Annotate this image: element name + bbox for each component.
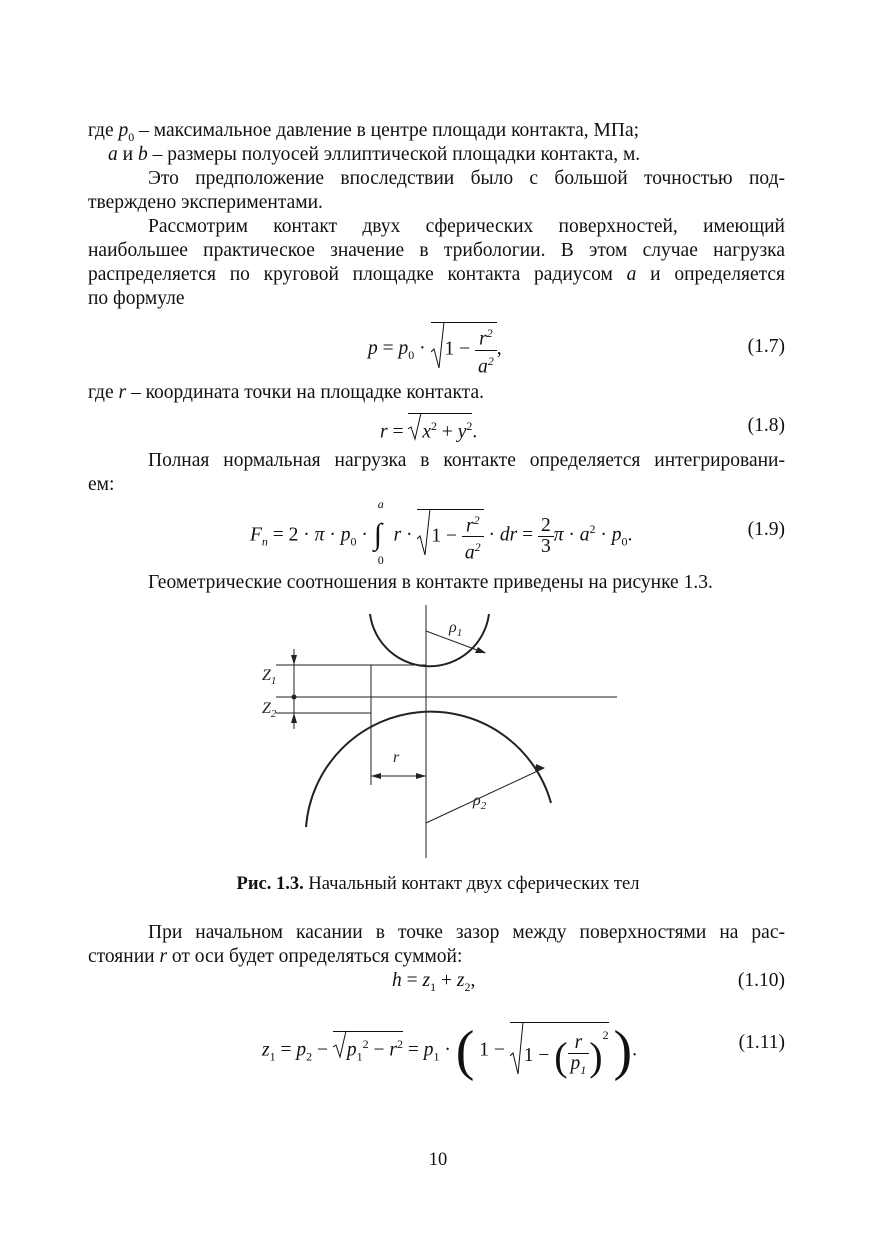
eq-symbol: π <box>314 524 325 546</box>
paragraph-line: тверждено экспериментами. <box>88 192 323 213</box>
paragraph-line: наибольшее практическое значение в трибологии. В этом случае нагрузка <box>88 240 785 261</box>
eq-op: + <box>436 970 457 991</box>
eq-symbol: p <box>398 337 409 359</box>
equation-1-9: $F_n = 2 \cdot \pi \cdot p_0$ · a ∫ 0 r · 1 − $\frac{r^2}{a^2}$ · dr = $\frac{2}{3}$ $\pi \cdot a^2 \cdot p_0$. <box>250 497 633 567</box>
var-r: r <box>159 946 168 967</box>
equation-number: (1.10) <box>737 970 785 991</box>
paragraph-line: Рассмотрим контакт двух сферических поверхностей, имеющий <box>148 216 785 237</box>
text: и определяется <box>636 264 785 285</box>
numerator: r <box>568 1033 590 1054</box>
sub: 0 <box>350 534 357 549</box>
sub: 1 <box>430 979 437 994</box>
text: – размеры полуосей эллиптической площадки контакта, м. <box>147 144 641 165</box>
eq-symbol: r <box>466 515 474 536</box>
sub: 1 <box>580 1062 587 1077</box>
var-b: b <box>137 144 148 165</box>
numerator: $r^2$ <box>475 323 497 351</box>
eq-op: = <box>402 1039 424 1061</box>
sub: 1 <box>433 1049 440 1064</box>
sub: 2 <box>464 979 471 994</box>
eq-symbol: z <box>422 970 431 991</box>
eq-symbol: p <box>423 1039 434 1061</box>
denominator: $a^2$ <box>464 540 481 564</box>
sqrt-sign <box>417 509 431 557</box>
eq-op: 1 − <box>523 1045 555 1066</box>
eq-op: · <box>563 524 580 546</box>
text: – координата точки на площадке контакта. <box>126 382 484 403</box>
eq-symbol: p <box>368 337 378 359</box>
eq-symbol: z <box>262 1039 270 1061</box>
arrowhead <box>416 773 426 779</box>
integral-lower: 0 <box>377 553 384 567</box>
sqrt-sign <box>510 1022 524 1076</box>
equation-number: (1.8) <box>747 415 785 436</box>
right-paren: ) <box>589 1033 603 1079</box>
center-dot <box>292 695 297 700</box>
eq-symbol: y <box>457 421 467 443</box>
eq-op: 1 − <box>444 338 475 360</box>
paragraph-line <box>88 263 785 287</box>
eq-op: . <box>472 421 478 443</box>
rho2-radius-line <box>426 768 544 823</box>
fraction <box>568 1033 590 1080</box>
arrowhead <box>371 773 381 779</box>
var-r: r <box>118 382 127 403</box>
figure-contact-diagram <box>0 605 876 865</box>
eq-op: − <box>312 1039 333 1061</box>
eq-op: = <box>275 1039 297 1061</box>
eq-symbol: p <box>340 524 351 546</box>
text-line-r-definition <box>88 381 785 405</box>
eq-op: = <box>387 421 409 443</box>
sqrt-sign <box>431 322 445 370</box>
eq-op: · <box>324 524 341 546</box>
eq-symbol: h <box>392 970 402 991</box>
arrowhead <box>475 647 486 653</box>
equation-number: (1.7) <box>747 336 785 357</box>
eq-symbol: z <box>456 970 465 991</box>
left-paren: ( <box>554 1033 568 1079</box>
integral-group <box>373 497 389 567</box>
label-r: r <box>393 749 400 766</box>
denominator: 3 <box>541 535 551 557</box>
fraction <box>462 510 484 564</box>
paragraph-line: При начальном касании в точке зазор между поверхностями на рас- <box>148 922 785 943</box>
eq-symbol: r <box>393 524 402 546</box>
eq-symbol: p <box>570 1053 581 1075</box>
sub: n <box>261 534 268 549</box>
caption-text: Начальный контакт двух сферических тел <box>303 874 640 894</box>
eq-symbol: p <box>346 1039 357 1061</box>
label-z1: $Z_1$ <box>262 667 277 687</box>
eq-op: · <box>483 524 500 546</box>
paragraph-line <box>88 945 785 969</box>
fraction <box>475 323 497 377</box>
eq-op: 1 − <box>431 524 462 546</box>
var-a: a <box>108 144 118 165</box>
figure-caption <box>0 874 876 895</box>
eq-symbol: dr <box>499 524 518 546</box>
equation-number: (1.11) <box>738 1032 785 1053</box>
equation-1-7 <box>368 322 502 377</box>
sub: 1 <box>269 1049 276 1064</box>
eq-symbol: r <box>380 421 388 443</box>
eq-op: · <box>595 524 612 546</box>
text: – максимальное давление в центре площади контакта, МПа; <box>134 120 640 141</box>
arrowhead <box>291 655 297 665</box>
sqrt-group <box>431 322 497 377</box>
text: где <box>88 382 119 403</box>
sub: 1 <box>356 1049 363 1064</box>
eq-op: . <box>632 1039 638 1061</box>
eq-symbol: a <box>464 542 475 564</box>
eq-op: · <box>414 337 431 359</box>
sub: 0 <box>621 534 628 549</box>
eq-op: = 2 · <box>267 524 315 546</box>
text: где <box>88 120 119 141</box>
eq-symbol: r <box>479 328 487 350</box>
arrowhead <box>291 713 297 723</box>
upper-sphere-arc <box>370 614 489 666</box>
denominator: $a^2$ <box>478 353 494 377</box>
eq-symbol: r <box>389 1039 397 1061</box>
eq-symbol: π <box>553 524 564 546</box>
sub: 0 <box>128 129 135 144</box>
text-line-ab-definition <box>108 143 805 167</box>
eq-symbol: a <box>478 356 488 377</box>
eq-op: = <box>517 524 539 546</box>
right-paren: ) <box>613 1019 633 1082</box>
text: и <box>117 144 138 165</box>
eq-op: · <box>356 524 373 546</box>
sqrt-group: $p_1^2 - r^2$ <box>333 1031 403 1068</box>
denominator <box>568 1054 590 1080</box>
eq-op: , <box>470 970 476 991</box>
sub: 2 <box>306 1049 313 1064</box>
text: стоянии <box>88 946 160 967</box>
equation-1-10 <box>392 969 475 999</box>
eq-symbol: F <box>250 524 262 546</box>
label-rho2: $\rho_2$ <box>473 792 487 812</box>
eq-op: · <box>401 524 418 546</box>
text: распределяется по круговой площадке контакта радиусом <box>88 264 627 285</box>
equation-1-8 <box>380 413 477 445</box>
eq-op: = <box>401 970 423 991</box>
sqrt-group: $x^2 + y^2$ <box>408 413 472 445</box>
eq-symbol: p <box>296 1039 307 1061</box>
label-rho1: $\rho_1$ <box>449 619 463 639</box>
paragraph-line: ем: <box>88 474 115 495</box>
sqrt-group: 1 − ( $\frac{r}{p_1}$ )$^2$ <box>510 1022 609 1080</box>
fraction <box>538 516 554 557</box>
numerator: 2 <box>538 516 554 537</box>
equation-1-11: $z_1 = p_2$ − $p_1^2 - r^2 = p_1$ · ( 1 − 1 − ( $\frac{r}{p_1}$ )$^2$ ). <box>262 1019 638 1082</box>
text: от оси будет определяться суммой: <box>167 946 463 967</box>
eq-symbol: x <box>422 421 431 443</box>
integral-upper: a <box>377 497 384 511</box>
eq-op: + <box>437 421 458 443</box>
eq-symbol: a <box>579 524 590 546</box>
sqrt-group <box>417 509 483 564</box>
paragraph-line: по формуле <box>88 288 185 309</box>
var-a: a <box>626 264 637 285</box>
integral-sign: ∫ <box>373 518 382 551</box>
paragraph-line: Это предположение впоследствии было с большой точностью под- <box>148 168 785 189</box>
sqrt-sign <box>408 413 422 441</box>
lower-sphere-arc <box>306 712 551 827</box>
eq-symbol: p <box>611 524 622 546</box>
eq-op: . <box>627 524 633 546</box>
eq-op: 1 − <box>479 1039 510 1061</box>
equation-number: (1.9) <box>747 519 785 540</box>
var-p: p <box>118 120 129 141</box>
left-paren: ( <box>455 1019 475 1082</box>
page-number: 10 <box>428 1150 448 1170</box>
eq-op: = <box>377 337 399 359</box>
sub: 0 <box>408 347 415 362</box>
numerator: $r^2$ <box>462 510 484 538</box>
paragraph-line: Полная нормальная нагрузка в контакте определяется интегрировани- <box>148 450 785 471</box>
caption-label: Рис. 1.3. <box>236 874 304 894</box>
eq-op: , <box>496 337 502 359</box>
sqrt-sign <box>333 1031 347 1059</box>
label-z2: $Z_2$ <box>262 700 277 720</box>
paragraph-line: Геометрические соотношения в контакте приведены на рисунке 1.3. <box>148 572 713 593</box>
